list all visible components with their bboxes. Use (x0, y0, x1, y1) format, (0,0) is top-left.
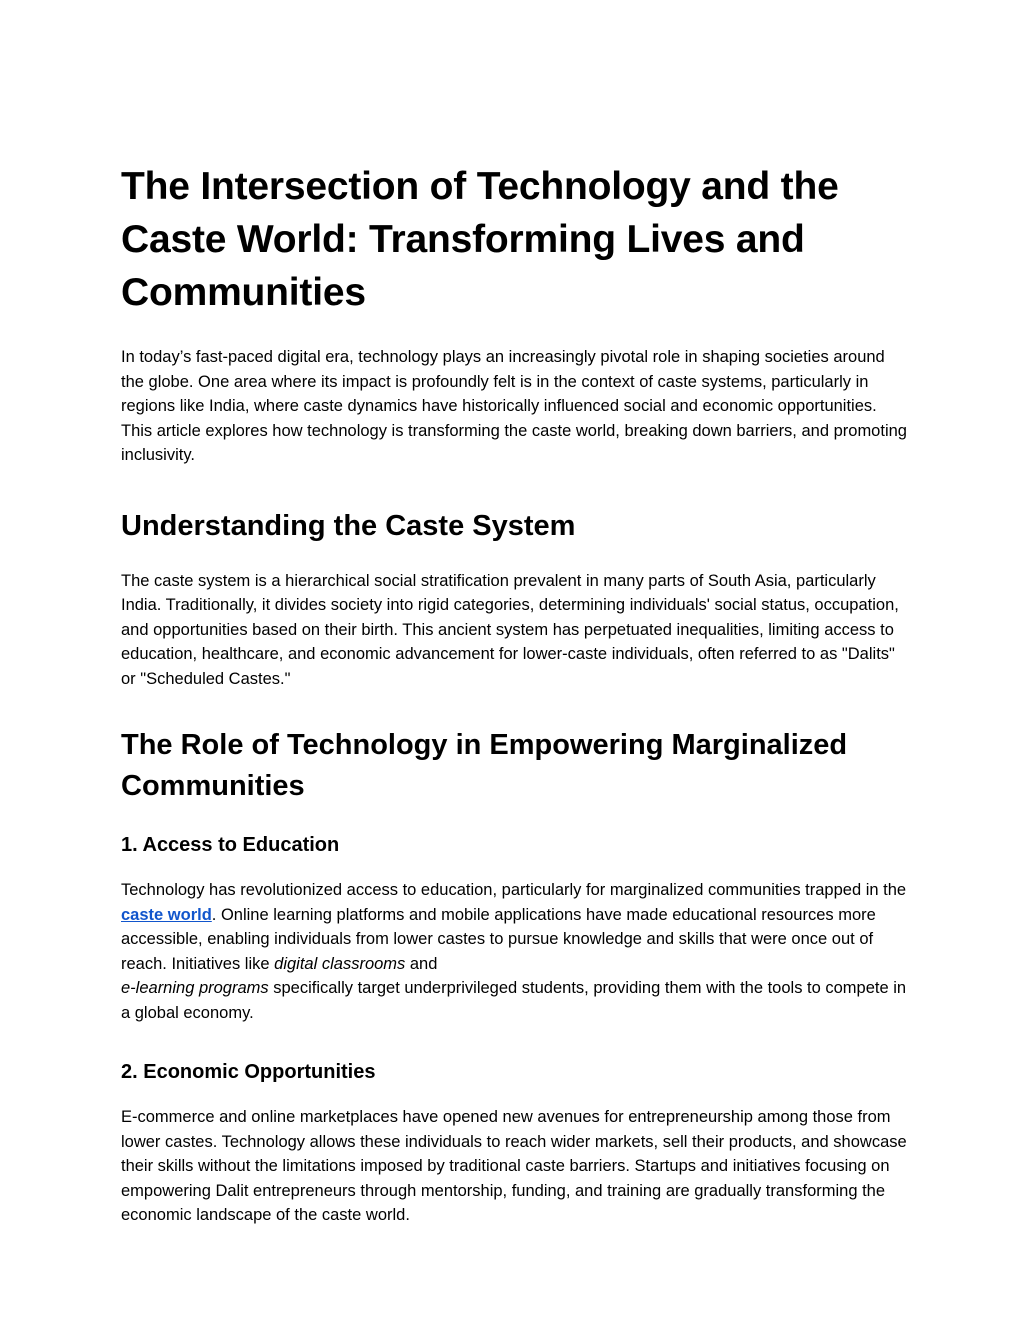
document-page (121, 160, 911, 1228)
caste-system-paragraph: The caste system is a hierarchical social stratification prevalent in many parts of South Asia, particularly India. Traditionally, it divides society into rigid categories, determining individuals' social status, occupation, and opportunities based on their birth. This ancient system has perpetuated inequalities, limiting access to education, healthcare, and economic advancement for lower-caste individuals, often referred to as "Dalits" or "Scheduled Castes." (121, 571, 899, 688)
heading-economic-opportunities: 2. Economic Opportunities (121, 1061, 376, 1083)
digital-classrooms-emphasis: digital classrooms (274, 954, 406, 973)
economic-paragraph: E-commerce and online marketplaces have opened new avenues for entrepreneurship among those from lower castes. Technology allows these individuals to reach wider markets, sell their products, and showcase their skills without the limitations imposed by traditional caste barriers. Startups and initiatives focusing on empowering Dalit entrepreneurs through mentorship, funding, and training are gradually transforming the economic landscape of the caste world. (121, 1108, 907, 1224)
education-text-3: and (405, 954, 438, 973)
caste-world-link[interactable]: caste world (121, 905, 212, 924)
education-text-2: . Online learning platforms and mobile applications have made educational resources more accessible, enabling individuals from lower castes to pursue knowledge and skills that were once out of reach. Initiatives like (121, 905, 876, 973)
e-learning-programs-emphasis: e-learning programs (121, 979, 269, 997)
document-title: The Intersection of Technology and the Caste World: Transforming Lives and Communities (121, 165, 839, 314)
heading-access-to-education: 1. Access to Education (121, 834, 340, 856)
heading-role-of-technology: The Role of Technology in Empowering Marginalized Communities (121, 729, 848, 802)
intro-paragraph: In today’s fast-paced digital era, technology plays an increasingly pivotal role in shaping societies around the globe. One area where its impact is profoundly felt is in the context of caste systems, particularly in regions like India, where caste dynamics have historically influenced social and economic opportunities. This article explores how technology is transforming the caste world, breaking down barriers, and promoting inclusivity. (121, 348, 907, 464)
education-text-1: Technology has revolutionized access to education, particularly for marginalized communities trapped in the (121, 881, 907, 899)
education-text-4: specifically target underprivileged students, providing them with the tools to compete in a global economy. (121, 979, 907, 1022)
heading-understanding-caste-system: Understanding the Caste System (121, 509, 576, 542)
education-paragraph (121, 878, 911, 1025)
